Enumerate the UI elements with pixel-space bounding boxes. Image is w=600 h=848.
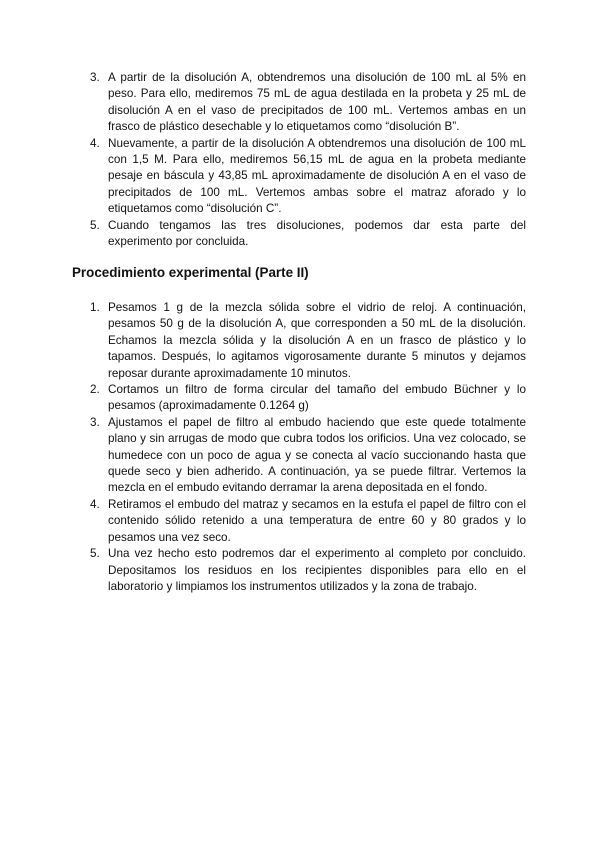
part2-procedure-list	[90, 300, 526, 595]
list-item-number: 3.	[90, 71, 100, 84]
part1-procedure-list	[90, 70, 526, 250]
list-item	[90, 382, 526, 415]
list-item-number: 4.	[90, 136, 100, 150]
list-item-number: 2.	[90, 383, 100, 397]
list-item-text: Cortamos un filtro de forma circular del tamaño del embudo Büchner y lo pesamos (aproximadamente 0.1264 g)	[108, 383, 526, 413]
list-item-text: Una vez hecho esto podremos dar el experimento al completo por concluido. Depositamos los residuos en los recipientes disponibles para ello en el laboratorio y limpiamos los instrumentos utilizados y la zona de trabajo.	[108, 547, 526, 593]
list-item-text: Ajustamos el papel de filtro al embudo haciendo que este quede totalmente plano y sin arrugas de modo que cubra todos los orificios. Una vez colocado, se humedece con un poco de agua y se conecta al vacío succionando hasta que quede seco y bien adherido. A continuación, ya se puede filtrar. Vertemos la mezcla en el embudo evitando derramar la arena depositada en el fondo.	[108, 415, 526, 495]
list-item-number: 1.	[90, 301, 100, 314]
list-item-number: 3.	[90, 415, 100, 429]
list-item-text: Retiramos el embudo del matraz y secamos en la estufa el papel de filtro con el contenido sólido retenido a una temperatura de entre 60 y 80 grados y lo pesamos una vez seco.	[108, 497, 526, 544]
list-item-text: Pesamos 1 g de la mezcla sólida sobre el vidrio de reloj. A continuación, pesamos 50 g de la disolución A, que corresponden a 50 mL de la disolución. Echamos la mezcla sólida y la disolución A en un frasco de plástico y lo tapamos. Después, lo agitamos vigorosamente durante 5 minutos y dejamos reposar durante aproximadamente 10 minutos.	[108, 301, 526, 380]
list-item	[90, 136, 526, 218]
list-item	[90, 546, 526, 595]
list-item-text: Nuevamente, a partir de la disolución A obtendremos una disolución de 100 mL con 1,5 M. Para ello, mediremos 56,15 mL de agua en la probeta mediante pesaje en báscula y 43,85 mL aproximadamente de disolución A en el vaso de precipitados de 100 mL. Vertemos ambas sobre el matraz aforado y lo etiquetamos como “disolución C”.	[108, 136, 526, 216]
list-item-number: 5.	[90, 547, 100, 561]
list-item	[90, 70, 526, 136]
list-item	[90, 415, 526, 497]
list-item-number: 5.	[90, 218, 100, 232]
list-item	[90, 218, 526, 251]
section-heading: Procedimiento experimental (Parte II)	[72, 265, 309, 280]
list-item-text: A partir de la disolución A, obtendremos una disolución de 100 mL al 5% en peso. Para ello, mediremos 75 mL de agua destilada en la probeta y 25 mL de disolución A en el vaso de precipitados de 100 mL. Vertemos ambas en un frasco de plástico desechable y lo etiquetamos como “disolución B”.	[108, 71, 526, 134]
list-item	[90, 300, 526, 382]
list-item-text: Cuando tengamos las tres disoluciones, podemos dar esta parte del experimento por concluida.	[108, 218, 526, 249]
list-item-number: 4.	[90, 497, 100, 511]
list-item	[90, 497, 526, 546]
